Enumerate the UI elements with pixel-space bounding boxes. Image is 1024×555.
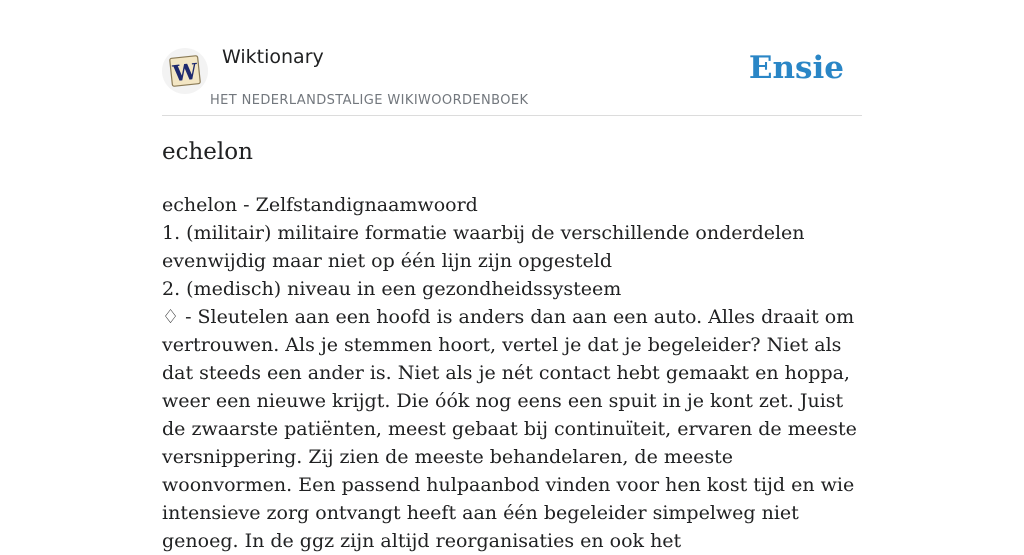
site-name-link[interactable]: Wiktionary — [222, 46, 324, 68]
example-quote: ♢ - Sleutelen aan een hoofd is anders dan aan een auto. Alles draait om vertrouwen. Als je stemmen hoort, vertel je dat je begeleider? Niet als dat steeds een ander is. Niet als je nét contact hebt gemaakt en hoppa, weer een nieuwe krijgt. Die óók nog eens een spuit in je kont zet. Juist de zwaarste patiënten, meest gebaat bij continuïteit, ervaren de meeste versnippering. Zij zien de meeste behandelaren, de meeste woonvormen. Een passend hulpaanbod vinden voor hen kost tijd en wie intensieve zorg ontvangt heeft aan één begeleider simpelweg niet genoeg. In de ggz zijn altijd reorganisaties en ook het — [162, 306, 857, 552]
logo-letter: W — [171, 58, 199, 88]
wiktionary-tile-icon — [162, 48, 208, 94]
definition-1: 1. (militair) militaire formatie waarbij de verschillende onderdelen evenwijdig maar niet op één lijn zijn opgesteld — [162, 222, 805, 272]
site-header — [162, 44, 862, 116]
ensie-brand-link[interactable]: Ensie — [748, 50, 844, 86]
site-tagline: HET NEDERLANDSTALIGE WIKIWOORDENBOEK — [210, 93, 529, 108]
entry-heading-line: echelon - Zelfstandignaamwoord — [162, 194, 478, 216]
wiktionary-logo[interactable] — [162, 48, 208, 94]
definition-2: 2. (medisch) niveau in een gezondheidssysteem — [162, 278, 622, 300]
page-title: echelon — [162, 139, 253, 165]
entry-content — [162, 191, 862, 555]
